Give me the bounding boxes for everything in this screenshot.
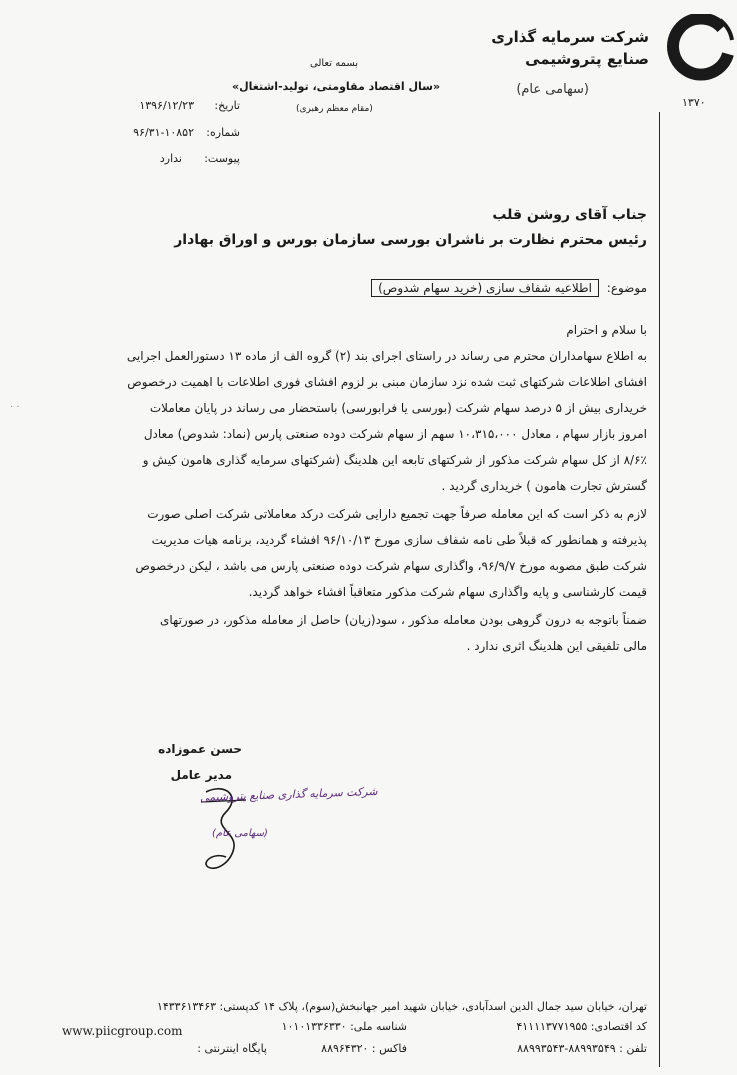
company-stamp-type: (سهامی عام) — [212, 828, 268, 839]
company-name-line1: شرکت سرمایه گذاری — [491, 28, 649, 46]
footer-address: تهران، خیابان سید جمال الدین اسدآبادی، خیابان شهید امیر جهانبخش(سوم)، پلاک ۱۴ کدپستی: ۱۴۳۳۶۱۳۴۶۳ — [156, 1000, 647, 1013]
subject-value: اطلاعیه شفاف سازی (خرید سهام شدوص) — [371, 279, 599, 297]
greeting: با سلام و احترام — [566, 323, 647, 337]
company-name — [491, 26, 649, 70]
signer-name: حسن عموزاده — [158, 742, 242, 756]
footer-fax: فاکس : ۸۸۹۶۴۳۲۰ — [321, 1042, 407, 1055]
number-value: ۹۶/۳۱-۱۰۸۵۲ — [133, 126, 194, 139]
attachment-row — [90, 152, 240, 168]
body-line: ۸/۶٪ از کل سهام شرکت مذکور از شرکتهای تابعه این هلدینگ (شرکتهای سرمایه گذاری هامون کیش و — [142, 453, 647, 467]
body-line: گسترش تجارت هامون ) خریداری گردید . — [441, 479, 647, 493]
margin-specks: · · — [10, 402, 20, 413]
subject-line — [371, 281, 647, 295]
body-line: امروز بازار سهام ، معادل ۱۰،۳۱۵،۰۰۰ سهم از سهام شرکت دوده صنعتی پارس (نماد: شدوص) معادل — [143, 427, 647, 441]
body-line: لازم به ذکر است که این معامله صرفاً جهت تجمیع دارایی شرکت درکد معاملاتی شرکت اصلی صورت — [147, 507, 647, 521]
vertical-rule — [659, 112, 660, 1067]
date-label: تاریخ: — [214, 99, 240, 112]
footer-phone: تلفن : ۸۸۹۹۳۵۴۹-۸۸۹۹۳۵۴۳ — [517, 1042, 647, 1055]
body-line: شرکت طبق مصوبه مورخ ۹۶/۹/۷، واگذاری سهام شرکت دوده صنعتی پارس می باشد ، لیکن درخصوص — [135, 559, 647, 573]
logo-year: ۱۳۷۰ — [682, 96, 706, 109]
year-motto: «سال اقتصاد مقاومتی، تولید-اشتغال» — [232, 80, 441, 93]
body-line: افشای اطلاعات شرکتهای ثبت شده نزد سازمان مبنی بر لزوم افشای فوری اطلاعات با اهمیت درخصوص — [127, 375, 647, 389]
footer-economic-code: کد اقتصادی: ۴۱۱۱۱۳۷۷۱۹۵۵ — [516, 1020, 647, 1033]
body-line: پذیرفته و همانطور که قبلاً طی نامه شفاف سازی مورخ ۹۶/۱۰/۱۳ افشاء گردید، برنامه هیات مدیریت — [151, 533, 647, 547]
body-line: ضمناً باتوجه به درون گروهی بودن معامله مذکور ، سود(زیان) حاصل از معامله مذکور، در صورتهای — [160, 613, 647, 627]
number-row — [90, 126, 240, 142]
date-value: ۱۳۹۶/۱۲/۲۳ — [139, 99, 194, 112]
basmala: بسمه تعالی — [310, 58, 359, 69]
attachment-label: پیوست: — [204, 152, 240, 165]
body-line: قیمت کارشناسی و پایه واگذاری سهام شرکت مذکور متعاقباً افشاء خواهد گردید. — [248, 585, 647, 599]
number-label: شماره: — [206, 126, 240, 139]
recipient-name: جناب آقای روشن قلب — [492, 207, 647, 223]
motto-source: (مقام معظم رهبری) — [296, 104, 373, 114]
attachment-value: ندارد — [159, 152, 182, 165]
subject-label: موضوع: — [606, 281, 647, 295]
company-logo-icon — [662, 14, 734, 86]
footer-website-label: پایگاه اینترنتی : — [197, 1042, 267, 1055]
body-line: به اطلاع سهامداران محترم می رساند در راستای اجرای بند (۲) گروه الف از ماده ۱۳ دستورالعمل اجرایی — [126, 349, 647, 363]
body-line: مالی تلفیقی این هلدینگ اثری ندارد . — [466, 639, 647, 653]
footer-website: www.piicgroup.com — [62, 1024, 183, 1038]
body-line: خریداری بیش از ۵ درصد سهام شرکت (بورسی یا فرابورسی) باستحضار می رساند در پایان معاملات — [149, 401, 647, 415]
footer-national-id: شناسه ملی: ۱۰۱۰۱۳۳۶۳۳۰ — [281, 1020, 407, 1033]
company-name-line2: صنایع پتروشیمی — [525, 50, 649, 68]
company-stamp: شرکت سرمایه گذاری صنایع پتروشیمی — [199, 784, 378, 805]
company-type: (سهامی عام) — [516, 82, 589, 97]
date-row — [90, 99, 240, 115]
signer-title: مدیر عامل — [170, 768, 232, 782]
recipient-title: رئیس محترم نظارت بر ناشران بورسی سازمان بورس و اوراق بهادار — [174, 232, 647, 248]
